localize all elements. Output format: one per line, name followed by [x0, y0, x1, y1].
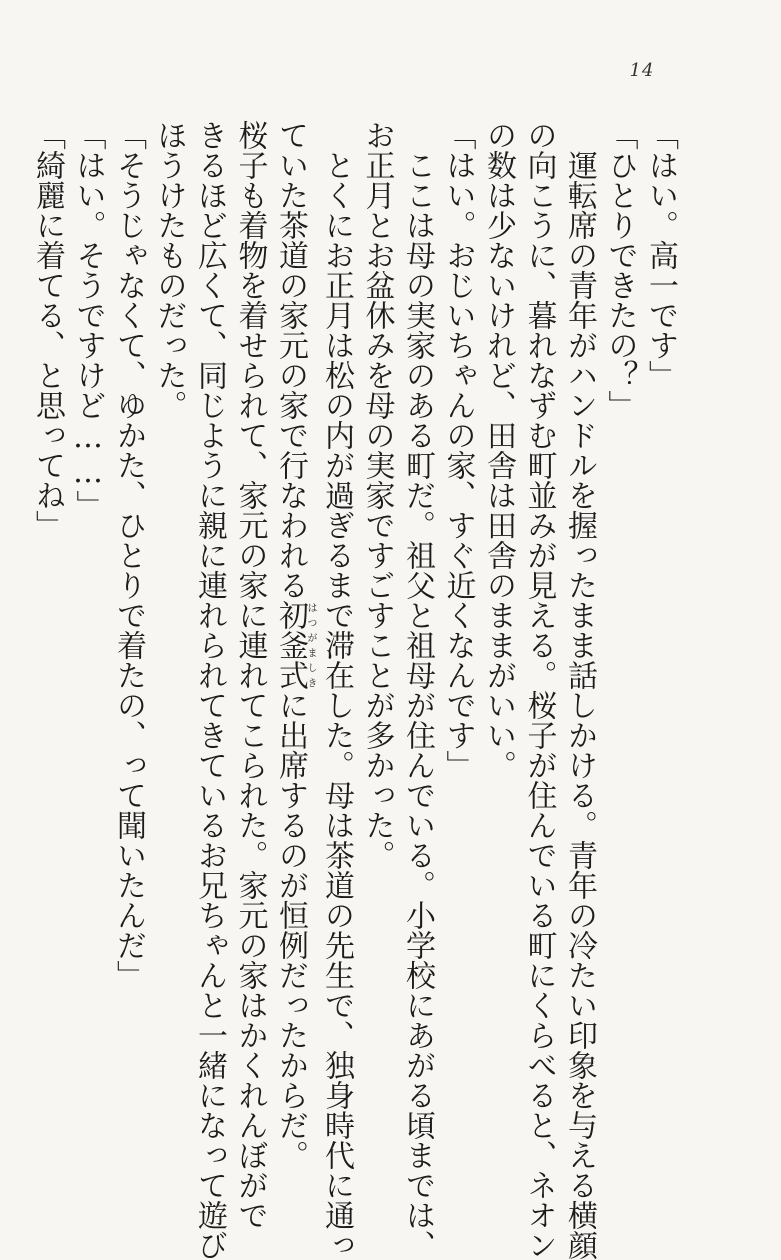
text-line-2: 「ひとりできたの？」 — [602, 120, 638, 420]
text-line-4: の向こうに、暮れなずむ町並みが見える。桜子が住んでいる町にくらべると、ネオン — [521, 120, 557, 1260]
text-line-1: 「はい。高一です」 — [643, 120, 678, 390]
ruby-reading: はつがま — [305, 600, 316, 660]
text-line-16: 「綺麗に着てる、と思ってね」 — [30, 120, 65, 540]
ruby-base: 初釜 — [273, 600, 308, 660]
text-line-14: 「そうじゃなくて、ゆかた、ひとりで着たの、って聞いたんだ」 — [111, 120, 146, 990]
ruby-shiki — [273, 660, 316, 690]
page-number: 14 — [629, 60, 655, 81]
ruby-line-before: ていた茶道の家元の家で行なわれる — [273, 120, 308, 600]
ruby-reading-2: しき — [305, 660, 316, 690]
text-line-15: 「はい。そうですけど……」 — [70, 120, 106, 520]
ruby-base-2: 式 — [273, 660, 308, 690]
text-line-12: きるほど広くて、同じように親に連れられてきているお兄ちゃんと一緒になって遊び — [192, 120, 227, 1260]
ruby-line-after: 式しきに出席するのが恒例だったからだ。 — [273, 660, 316, 1170]
text-line-13: ほうけたものだった。 — [151, 120, 187, 420]
text-line-10-ruby — [270, 120, 316, 1180]
text-line-8: お正月とお盆休みを母の実家ですごすことが多かった。 — [359, 120, 395, 870]
text-line-5: の数は少ないけれど、田舎は田舎のままがいい。 — [481, 120, 516, 780]
vertical-text-body — [30, 120, 680, 1260]
text-line-9: とくにお正月は松の内が過ぎるまで滞在した。母は茶道の先生で、独身時代に通っ — [319, 120, 354, 1260]
text-line-11: 桜子も着物を着せられて、家元の家に連れてこられた。家元の家はかくれんぼがで — [232, 120, 268, 1230]
text-line-7: ここは母の実家のある町だ。祖父と祖母が住んでいる。小学校にあがる頃までは、 — [400, 120, 435, 1260]
ruby-hatsugama — [273, 600, 316, 660]
text-line-6: 「はい。おじいちゃんの家、すぐ近くなんです」 — [440, 120, 476, 780]
text-line-3: 運転席の青年がハンドルを握ったまま話しかける。青年の冷たい印象を与える横顔 — [562, 120, 597, 1260]
